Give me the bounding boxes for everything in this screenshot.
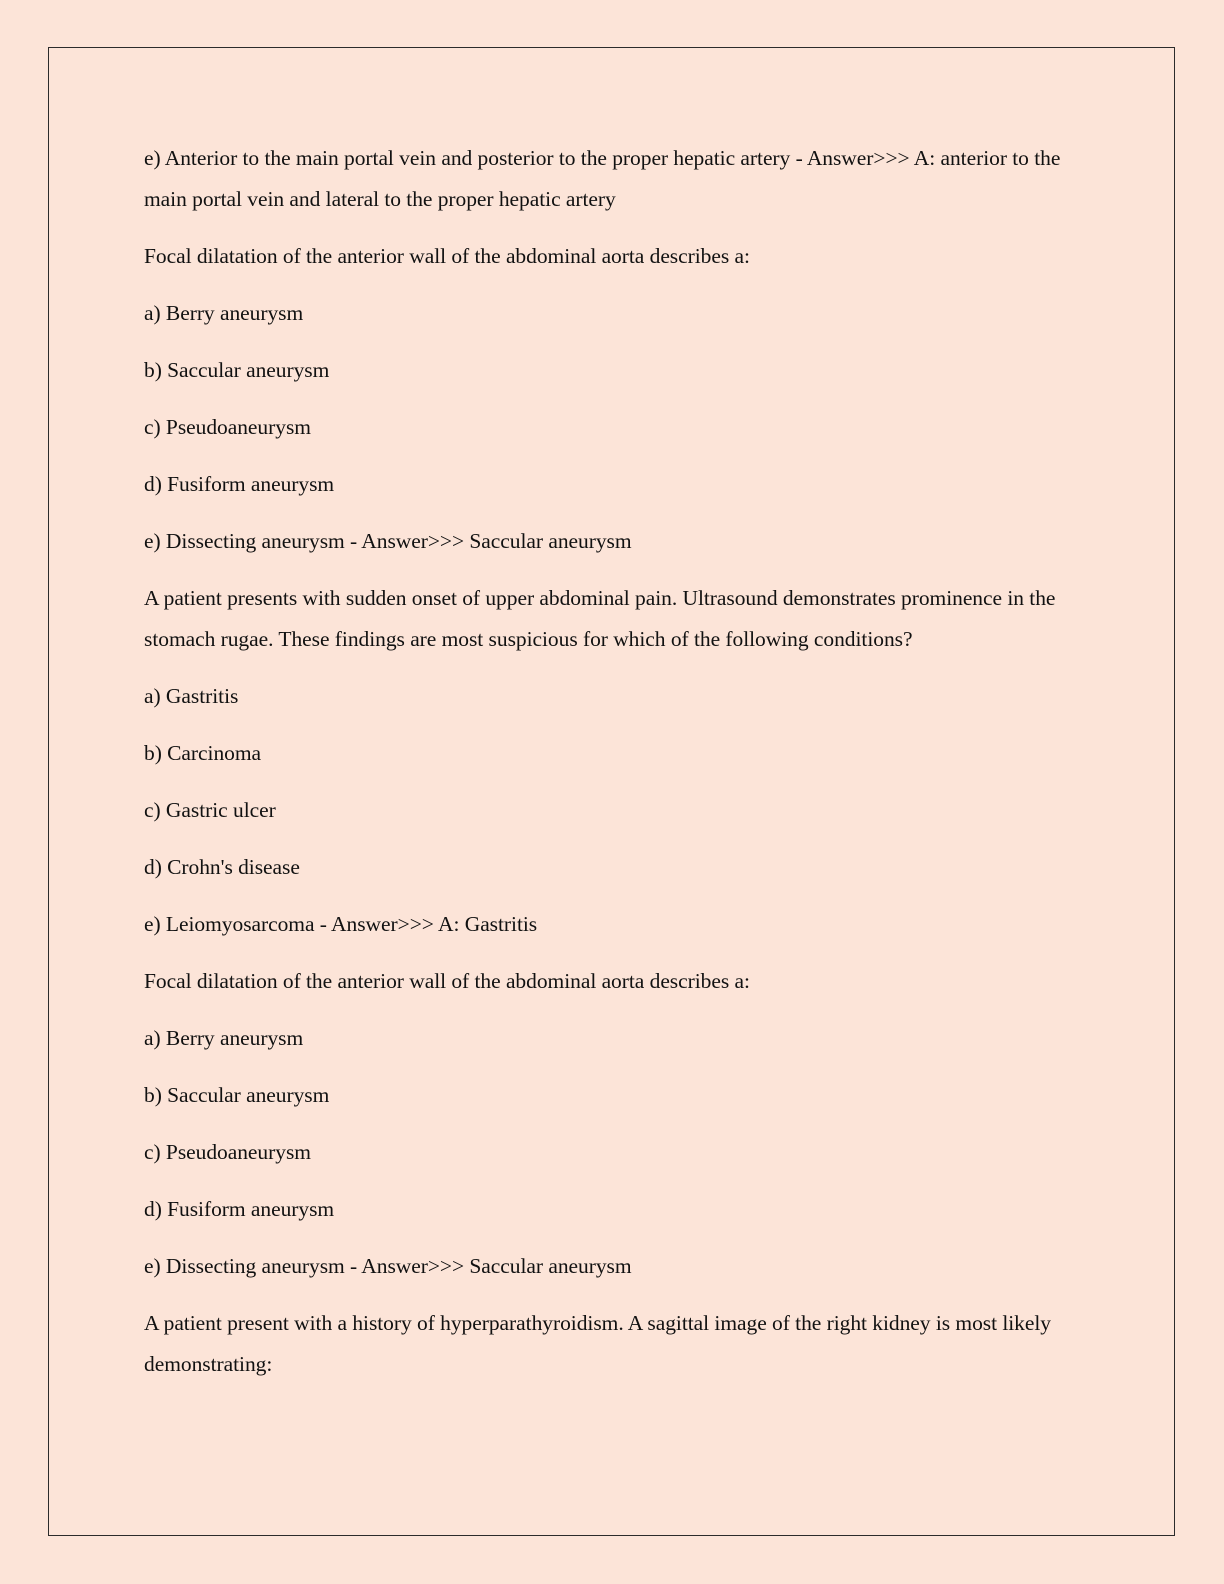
option-c: c) Gastric ulcer	[144, 798, 276, 822]
option-d: d) Crohn's disease	[144, 855, 300, 879]
document-body	[144, 138, 1084, 1401]
question-text: Focal dilatation of the anterior wall of the abdominal aorta describes a:	[144, 244, 750, 268]
option-c: c) Pseudoaneurysm	[144, 415, 311, 439]
option-a: a) Berry aneurysm	[144, 1026, 304, 1050]
answer-line: e) Leiomyosarcoma - Answer>>> A: Gastritis	[144, 912, 538, 936]
option-b: b) Saccular aneurysm	[144, 358, 330, 382]
question-text: A patient presents with sudden onset of upper abdominal pain. Ultrasound demonstrates prominence in the stomach rugae. These findings are most suspicious for which of the following conditions?	[144, 586, 1056, 651]
option-b: b) Saccular aneurysm	[144, 1083, 330, 1107]
option-d: d) Fusiform aneurysm	[144, 1197, 335, 1221]
option-b: b) Carcinoma	[144, 741, 262, 765]
answer-line: e) Dissecting aneurysm - Answer>>> Saccular aneurysm	[144, 1254, 632, 1278]
answer-line: e) Dissecting aneurysm - Answer>>> Saccular aneurysm	[144, 529, 632, 553]
answer-line: e) Anterior to the main portal vein and posterior to the proper hepatic artery - Answer>>> A: anterior to the main portal vein and lateral to the proper hepatic artery	[144, 146, 1061, 211]
option-d: d) Fusiform aneurysm	[144, 472, 335, 496]
option-a: a) Gastritis	[144, 684, 239, 708]
question-text: Focal dilatation of the anterior wall of the abdominal aorta describes a:	[144, 969, 750, 993]
question-text: A patient present with a history of hyperparathyroidism. A sagittal image of the right kidney is most likely demonstrating:	[144, 1311, 1051, 1376]
option-c: c) Pseudoaneurysm	[144, 1140, 311, 1164]
option-a: a) Berry aneurysm	[144, 301, 304, 325]
